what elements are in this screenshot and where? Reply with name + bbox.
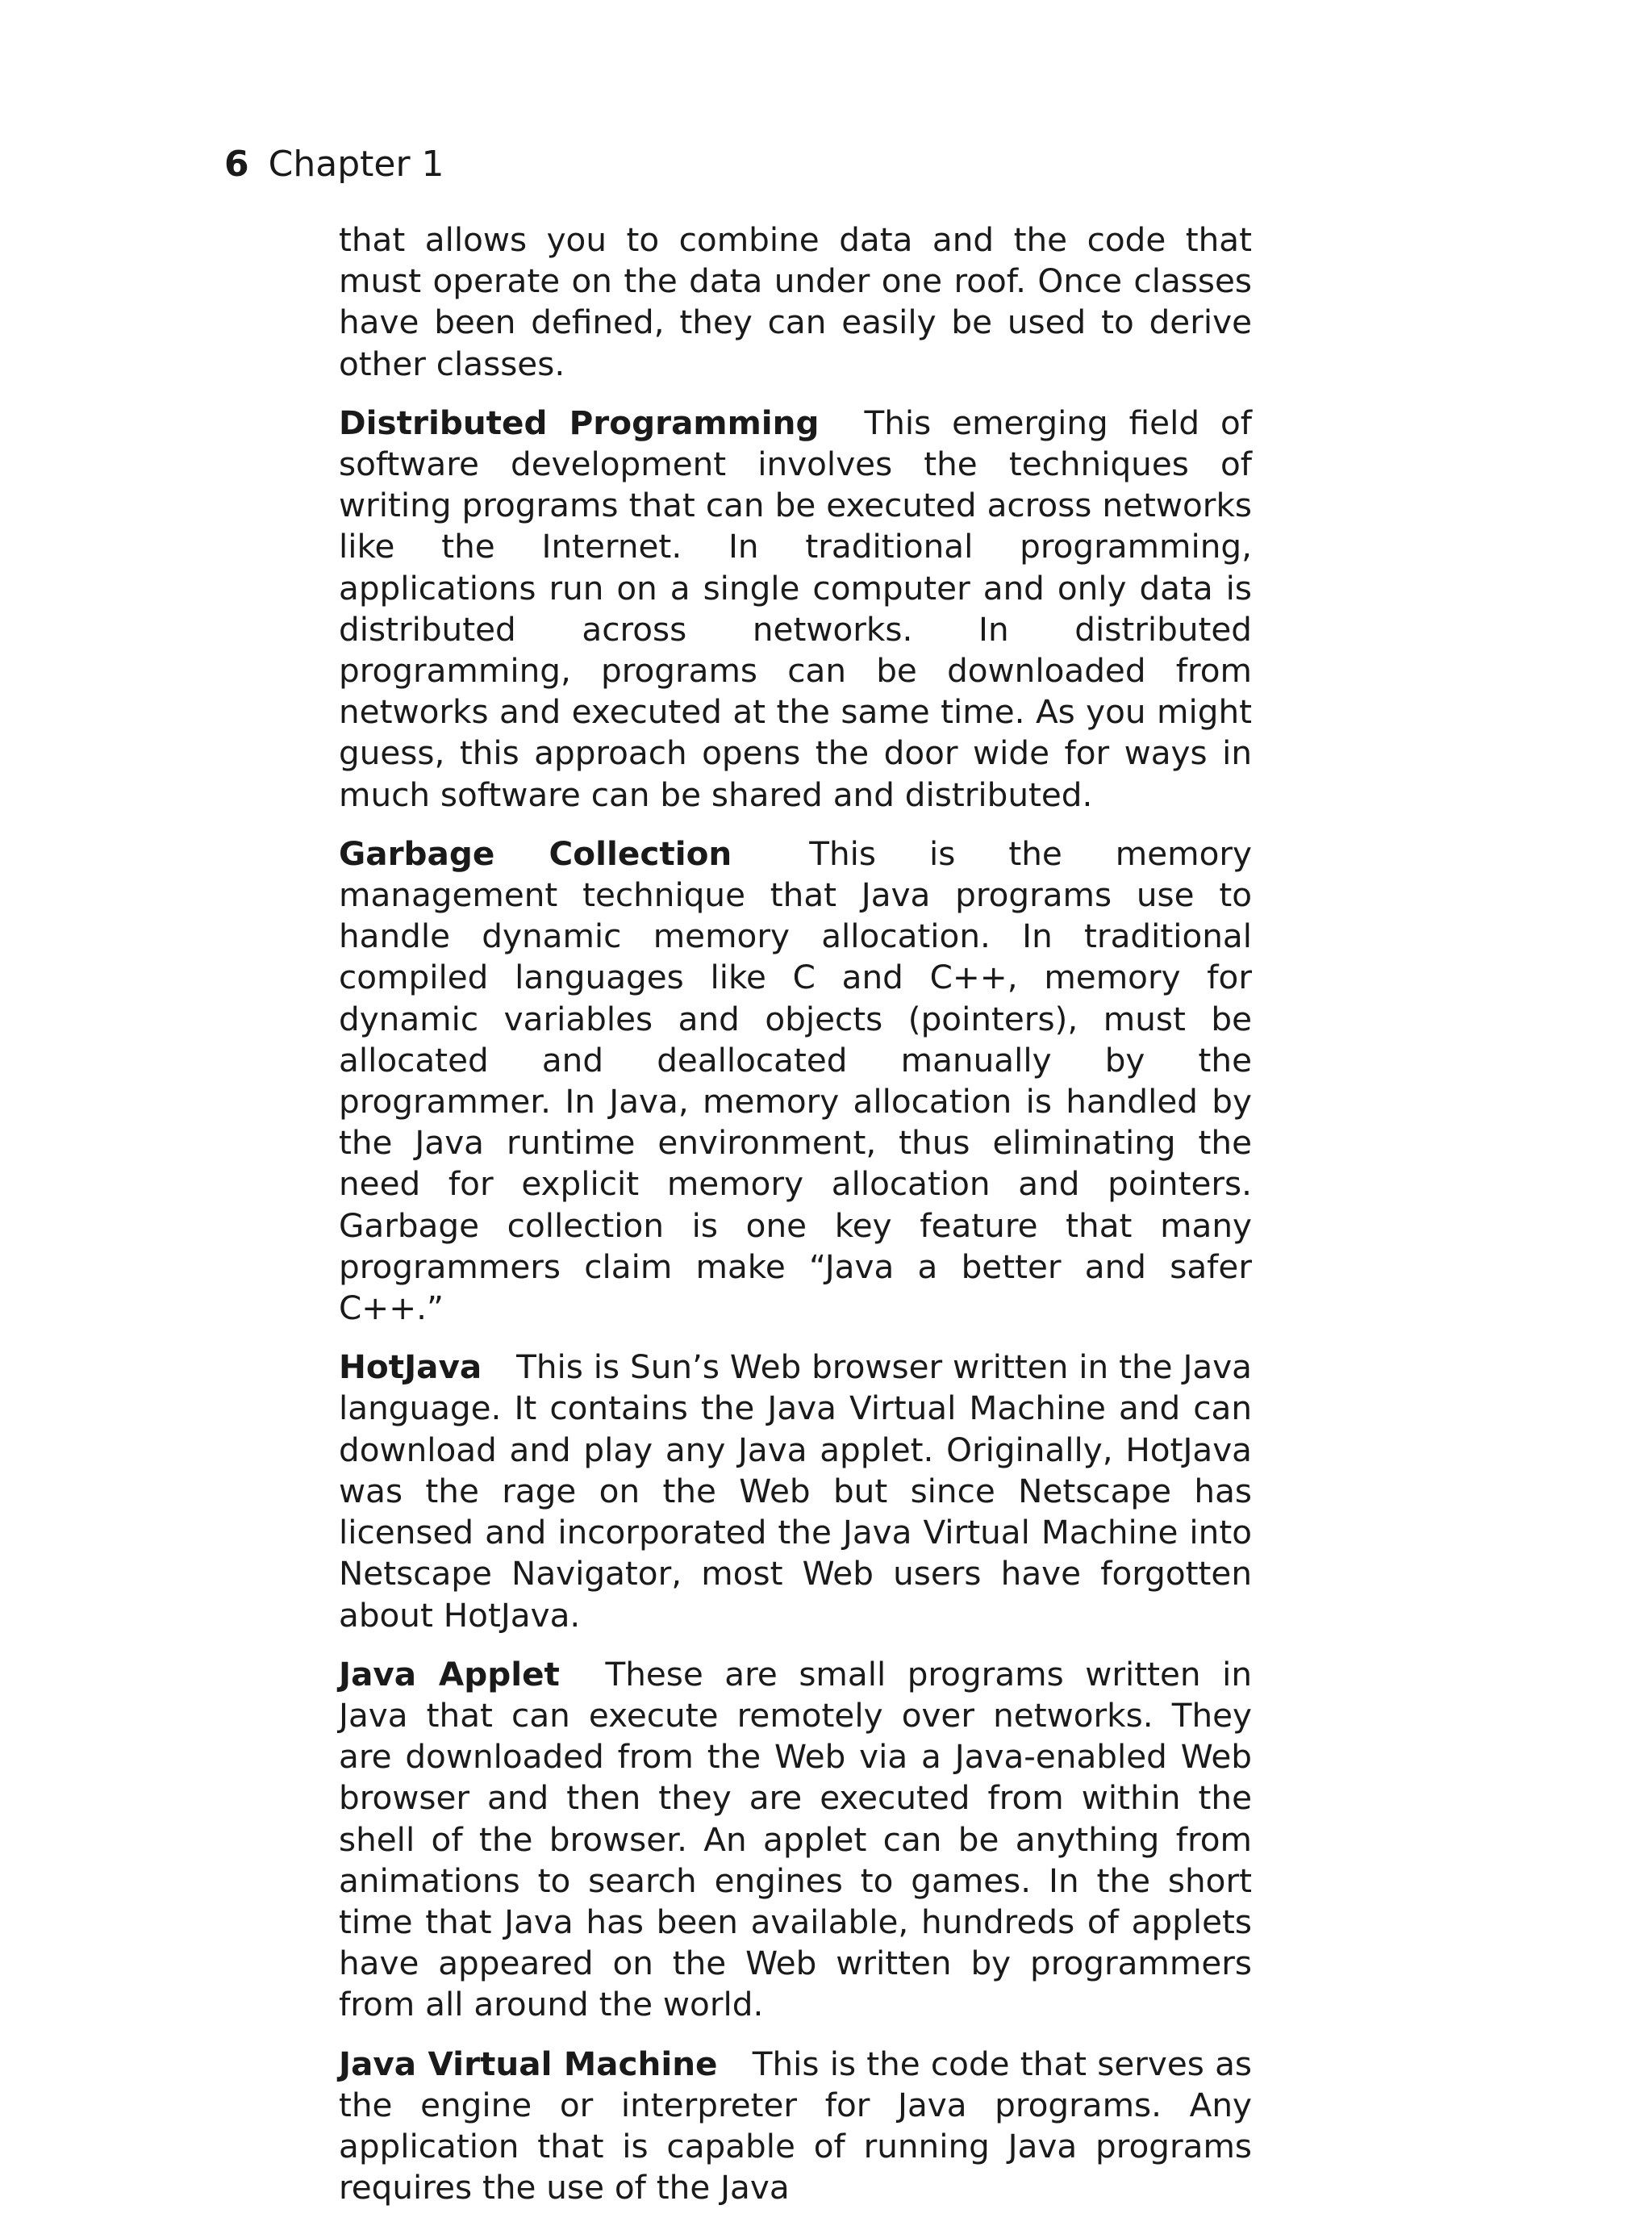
body-text xyxy=(339,219,1252,2226)
glossary-term: Java Applet xyxy=(339,1654,560,1694)
chapter-label: Chapter 1 xyxy=(268,144,444,185)
glossary-definition: This is Sun’s Web browser written in the Java language. It contains the Java Virtual Machine and can download and play any Java applet. Originally, HotJava was the rage on the Web but since Netscape has licensed and incorporated the Java Virtual Machine into Netscape Navigator, most Web users have forgotten about HotJava. xyxy=(339,1347,1252,1635)
page-number: 6 xyxy=(224,144,249,185)
running-header xyxy=(224,140,444,189)
glossary-definition: This is the memory management technique that Java programs use to handle dynamic memory allocation. In traditional compiled languages like C and C++, memory for dynamic variables and objects (pointers), must be allocated and deallocated manually by the programmer. In Java, memory allocation is handled by the Java runtime environment, thus eliminating the need for explicit memory allocation and pointers. Garbage collection is one key feature that many programmers claim make “Java a better and safer C++.” xyxy=(339,833,1253,1328)
glossary-term: Java Virtual Machine xyxy=(339,2044,718,2083)
glossary-entry-java-virtual-machine xyxy=(339,2044,1252,2209)
glossary-term: Garbage Collection xyxy=(339,833,732,873)
glossary-term: Distributed Programming xyxy=(339,403,820,442)
glossary-entry-java-applet xyxy=(339,1654,1252,2026)
glossary-term: HotJava xyxy=(339,1347,482,1387)
glossary-definition: These are small programs written in Java that can execute remotely over networks. They are downloaded from the Web via a Java-enabled Web browser and then they are executed from within the shell of the browser. An applet can be anything from animations to search engines to games. In the short time that Java has been available, hundreds of applets have appeared on the Web written by programmers from all around the world. xyxy=(339,1654,1253,2024)
intro-paragraph: that allows you to combine data and the code that must operate on the data under one roof. Once classes have been defined, they can easily be used to derive other classes. xyxy=(339,220,1252,383)
glossary-definition: This is the code that serves as the engine or interpreter for Java programs. Any application that is capable of running Java programs requires the use of the Java xyxy=(339,2044,1253,2207)
glossary-entry-distributed-programming xyxy=(339,403,1252,816)
glossary-entry-garbage-collection xyxy=(339,833,1252,1329)
glossary-definition: This emerging field of software development involves the techniques of writing programs that can be executed across networks like the Internet. In traditional programming, applications run on a single computer and only data is distributed across networks. In distributed programming, programs can be downloaded from networks and executed at the same time. As you might guess, this approach opens the door wide for ways in much software can be shared and distributed. xyxy=(339,403,1252,814)
glossary-entry-hotjava xyxy=(339,1347,1252,1635)
